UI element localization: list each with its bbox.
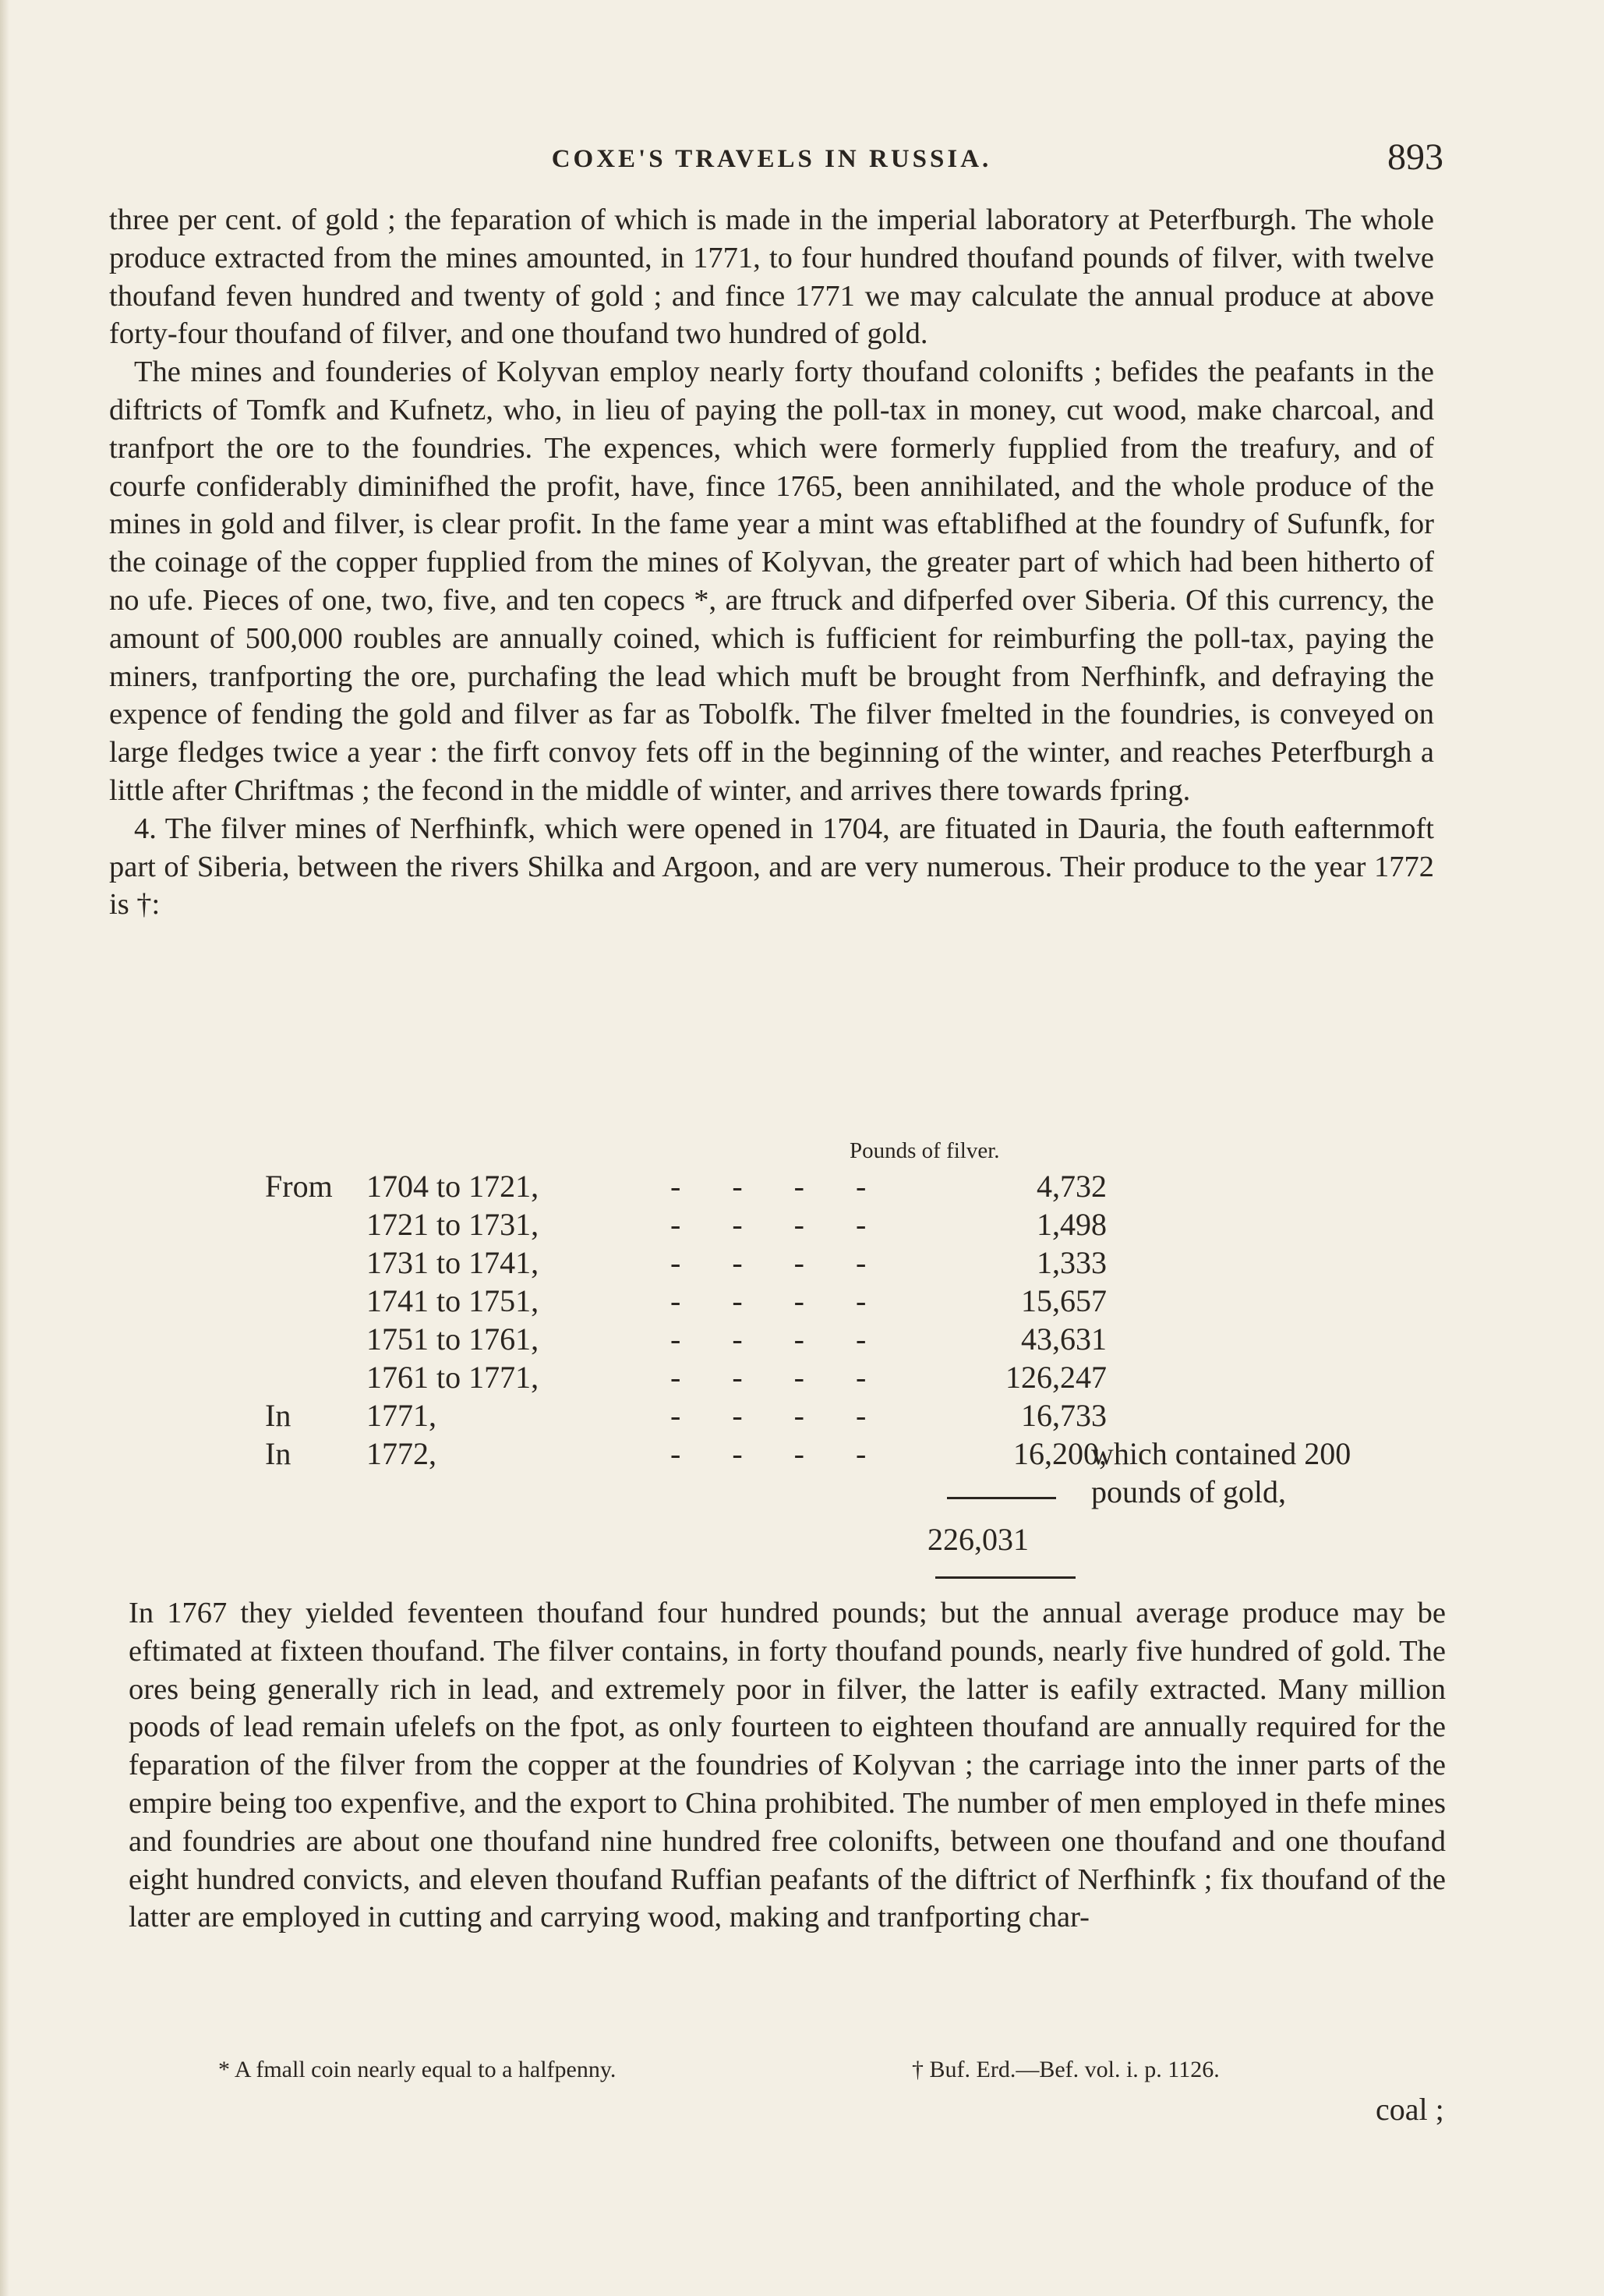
row-range: 1741 to 1751, <box>366 1283 539 1318</box>
row-range: 1731 to 1741, <box>366 1245 539 1280</box>
table-total: 226,031 <box>927 1522 1029 1557</box>
row-note-continuation: pounds of gold, <box>1091 1474 1286 1509</box>
footnote-1: * A fmall coin nearly equal to a halfpenny. <box>218 2057 617 2082</box>
page-header <box>109 136 1443 186</box>
sum-rule <box>947 1497 1056 1499</box>
row-value: 1,498 <box>1037 1207 1107 1242</box>
section-rule <box>935 1576 1076 1579</box>
row-leader: - - - - <box>670 1360 889 1395</box>
catchword: coal ; <box>1376 2092 1444 2127</box>
row-value: 43,631 <box>1021 1321 1107 1357</box>
paragraph-4: In 1767 they yielded feventeen thoufand four hundred pounds; but the annual average produce may be eftimated at fixteen thoufand. The filver contains, in forty thoufand pounds, nearly five hundred of gold. The ores being generally rich in lead, and extremely poor in filver, the latter is eafily extracted. Many million poods of lead remain ufelefs on the fpot, as only fourteen to eighteen thoufand are annually required for the feparation of the filver from the copper at the foundries of Kolyvan ; the carriage into the inner parts of the empire being too expenfive, and the export to China prohibited. The number of men employed in thefe mines and foundries are about one thoufand nine hundred free colonifts, between one thoufand and one thoufand eight hundred convicts, and eleven thoufand Ruffian peafants of the diftrict of Nerfhinfk ; fix thoufand of the latter are employed in cutting and carrying wood, making and tranfporting char- <box>129 1597 1446 1934</box>
paragraph-2: The mines and founderies of Kolyvan employ nearly forty thoufand colonifts ; befides the peafants in the diftricts of Tomfk and Kufnetz, who, in lieu of paying the poll-tax in money, cut wood, make charcoal, and tranfport the ore to the foundries. The expences, which were formerly fupplied from the treafury, and of courfe confiderably diminifhed the profit, have, fince 1765, been annihilated, and the whole produce of the mines in gold and filver, is clear profit. In the fame year a mint was eftablifhed at the foundry of Sufunfk, for the coinage of the copper fupplied from the mines of Kolyvan, the greater part of which had been hitherto of no ufe. Pieces of one, two, five, and ten copecs *, are ftruck and difperfed over Siberia. Of this currency, the amount of 500,000 roubles are annually coined, which is fufficient for reimburfing the poll-tax, paying the miners, tranfporting the ore, purchafing the lead which muft be brought from Nerfhinfk, and defraying the expence of fending the gold and filver as far as Tobolfk. The filver fmelted in the foundries, is conveyed on large fledges twice a year : the firft convoy fets off in the beginning of the winter, and reaches Peterfburgh a little after Chriftmas ; the fecond in the middle of winter, and arrives there towards fpring. <box>109 356 1434 807</box>
paragraph-3: 4. The filver mines of Nerfhinfk, which were opened in 1704, are fituated in Dauria, the fouth eafternmoft part of Siberia, between the rivers Shilka and Argoon, and are very numerous. Their produce to the year 1772 is †: <box>109 812 1434 922</box>
row-leader: - - - - <box>670 1245 889 1280</box>
main-text-continued <box>129 1594 1446 1937</box>
row-leader: - - - - <box>670 1283 889 1318</box>
page-gutter-shadow <box>0 0 9 2296</box>
row-leader: - - - - <box>670 1321 889 1357</box>
row-value: 16,200, <box>1013 1436 1107 1471</box>
row-label: From <box>265 1169 333 1204</box>
running-head: COXE'S TRAVELS IN RUSSIA. <box>551 145 992 173</box>
row-range: 1761 to 1771, <box>366 1360 539 1395</box>
main-text <box>109 201 1434 924</box>
row-range: 1721 to 1731, <box>366 1207 539 1242</box>
row-label: In <box>265 1436 291 1471</box>
row-value: 4,732 <box>1037 1169 1107 1204</box>
paragraph-1: three per cent. of gold ; the feparation of which is made in the imperial laboratory at Peterfburgh. The whole produce extracted from the mines amounted, in 1771, to four hundred thoufand pounds of filver, with twelve thoufand feven hundred and twenty of gold ; and fince 1771 we may calculate the annual produce at above forty-four thoufand of filver, and one thoufand two hundred of gold. <box>109 203 1434 351</box>
row-range: 1751 to 1761, <box>366 1321 539 1357</box>
row-value: 16,733 <box>1021 1398 1107 1433</box>
row-leader: - - - - <box>670 1207 889 1242</box>
row-value: 126,247 <box>1005 1360 1107 1395</box>
footnote-2: † Buf. Erd.—Bef. vol. i. p. 1126. <box>912 2057 1220 2082</box>
table-column-header: Pounds of filver. <box>850 1138 1000 1163</box>
row-leader: - - - - <box>670 1398 889 1433</box>
row-label: In <box>265 1398 291 1433</box>
row-range: 1704 to 1721, <box>366 1169 539 1204</box>
page-number: 893 <box>1387 136 1443 178</box>
row-range: 1772, <box>366 1436 436 1471</box>
row-note: which contained 200 <box>1091 1436 1351 1471</box>
row-leader: - - - - <box>670 1436 889 1471</box>
row-value: 15,657 <box>1021 1283 1107 1318</box>
row-leader: - - - - <box>670 1169 889 1204</box>
row-range: 1771, <box>366 1398 436 1433</box>
row-value: 1,333 <box>1037 1245 1107 1280</box>
